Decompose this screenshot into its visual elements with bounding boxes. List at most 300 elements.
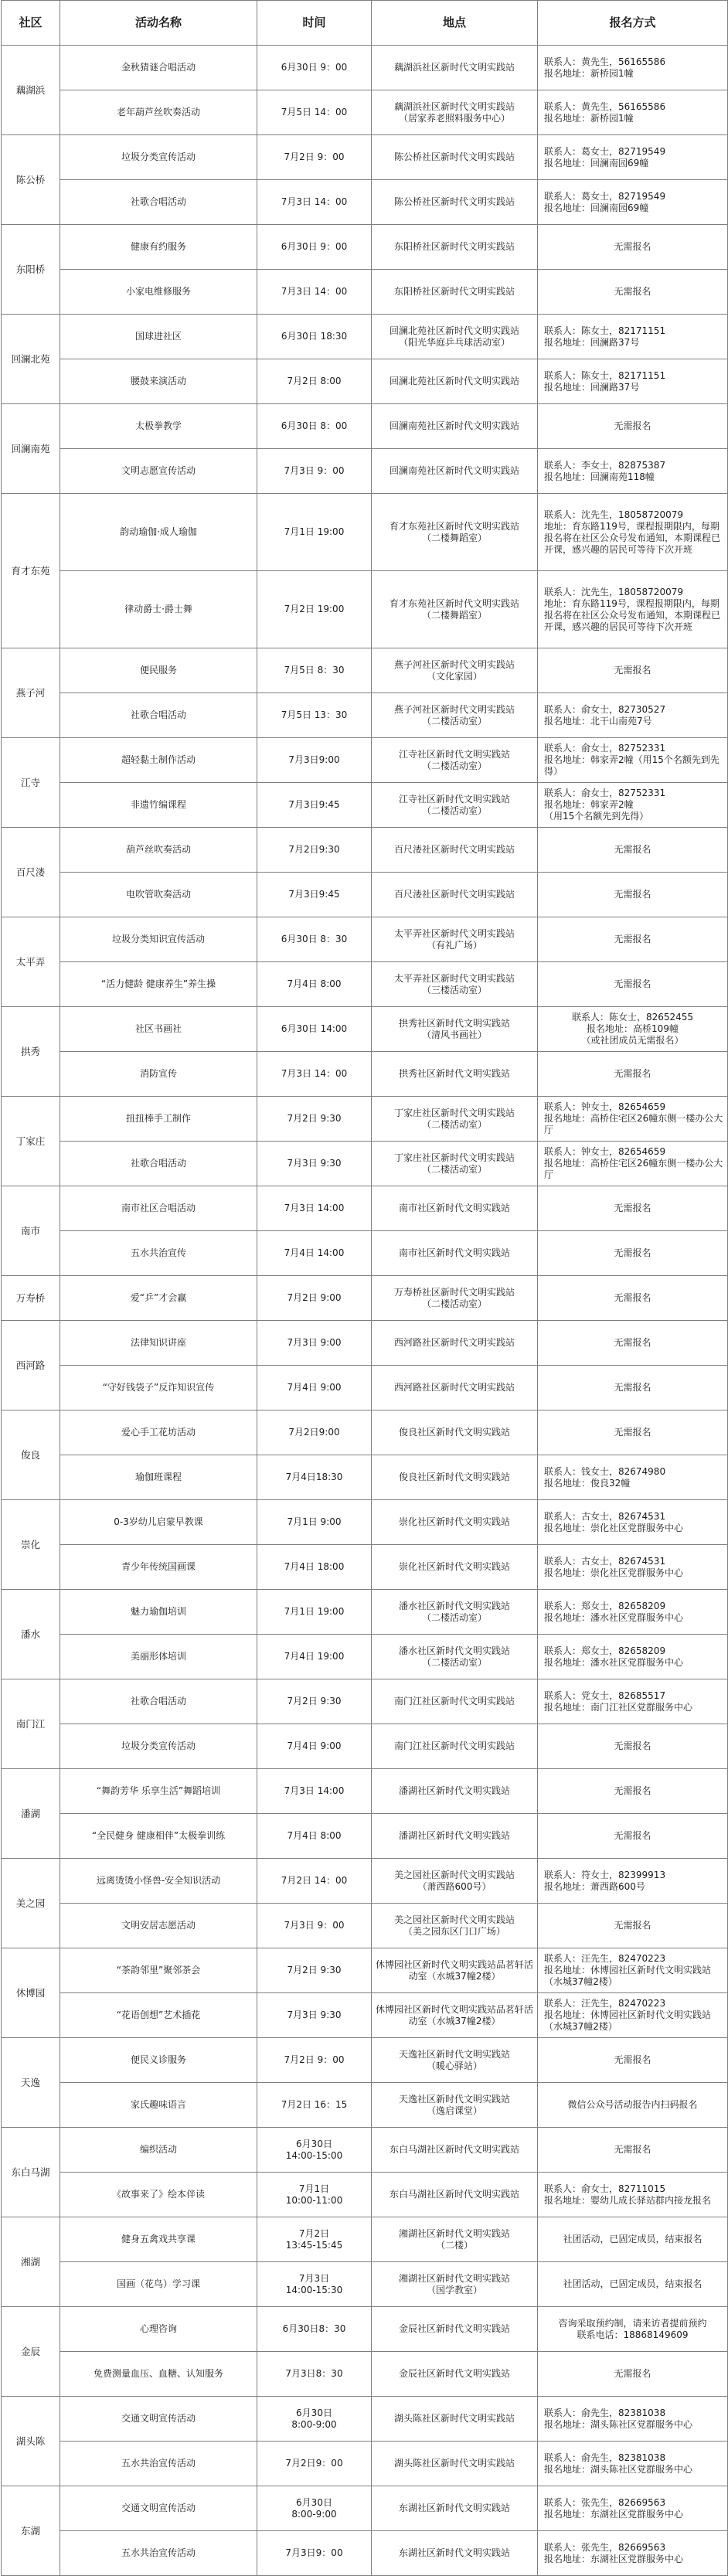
community-name-cell: 西河路	[2, 1321, 60, 1411]
activity-place-cell: 江寺社区新时代文明实践站 （二楼活动室）	[372, 738, 538, 783]
table-row	[2, 2083, 728, 2128]
activity-place-cell: 回澜南苑社区新时代文明实践站	[372, 404, 538, 449]
signup-method-cell: 联系人：沈先生，18058720079 地址：育东路119号，课程报期限内，每期报名将在社区公众号发布通知，本期课程已开课，感兴趣的居民可等待下次开班	[538, 571, 728, 648]
signup-method-cell: 咨询采取预约制，请来访者提前预约 联系电话：18868149609	[538, 2307, 728, 2352]
community-name-cell: 金辰	[2, 2307, 60, 2397]
community-name-cell: 东白马湖	[2, 2128, 60, 2217]
activity-place-cell: 湖头陈社区新时代文明实践站	[372, 2397, 538, 2442]
signup-method-cell: 联系人：郑女士，82658209 报名地址：潘水社区党群服务中心	[538, 1635, 728, 1679]
activity-time-cell: 7月2日 9：00	[257, 2038, 372, 2083]
activity-place-cell: 天逸社区新时代文明实践站 （暖心驿站）	[372, 2038, 538, 2083]
signup-method-cell: 微信公众号活动报告内扫码报名	[538, 2083, 728, 2128]
activity-time-cell: 7月3日9:45	[257, 873, 372, 917]
table-header-row	[2, 1, 728, 46]
signup-method-cell: 联系人：黄先生，56165586 报名地址：新桥园1幢	[538, 90, 728, 135]
table-row	[2, 1814, 728, 1859]
activity-time-cell: 7月3日 9:30	[257, 1993, 372, 2038]
activity-name-cell: 便民义诊服务	[60, 2038, 257, 2083]
table-row	[2, 571, 728, 648]
activity-place-cell: 西河路社区新时代文明实践站	[372, 1366, 538, 1411]
table-row	[2, 2128, 728, 2173]
activity-place-cell: 东湖社区新时代文明实践站	[372, 2531, 538, 2576]
activity-time-cell: 7月3日 14：00	[257, 1052, 372, 1097]
table-row	[2, 1276, 728, 1321]
activity-place-cell: 南市社区新时代文明实践站	[372, 1186, 538, 1231]
table-row	[2, 1724, 728, 1769]
table-row	[2, 1411, 728, 1455]
activity-name-cell: 太极拳教学	[60, 404, 257, 449]
table-row	[2, 2486, 728, 2531]
table-row	[2, 1366, 728, 1411]
community-name-cell: 百尺溇	[2, 828, 60, 917]
activity-name-cell: 免费测量血压、血糖、认知服务	[60, 2352, 257, 2397]
activity-place-cell: 湖头陈社区新时代文明实践站	[372, 2442, 538, 2486]
activity-name-cell: 社歌合唱活动	[60, 180, 257, 225]
table-row	[2, 449, 728, 494]
activity-time-cell: 7月4日 9:00	[257, 1366, 372, 1411]
activity-place-cell: 拱秀社区新时代文明实践站 （清风书画社）	[372, 1007, 538, 1052]
table-row	[2, 2531, 728, 2576]
activity-name-cell: 消防宣传	[60, 1052, 257, 1097]
signup-method-cell: 无需报名	[538, 2038, 728, 2083]
activity-place-cell: 湘湖社区新时代文明实践站 （国学教室）	[372, 2262, 538, 2307]
table-row	[2, 1859, 728, 1904]
activity-name-cell: “花语创想”艺术插花	[60, 1993, 257, 2038]
activity-name-cell: 交通文明宣传活动	[60, 2397, 257, 2442]
activity-name-cell: 老年葫芦丝吹奏活动	[60, 90, 257, 135]
signup-method-cell: 联系人：汪先生，82470223 报名地址：休博园社区新时代文明实践站（水城37幢2楼）	[538, 1993, 728, 2038]
table-row	[2, 828, 728, 873]
table-row	[2, 315, 728, 359]
activity-place-cell: 东阳桥社区新时代文明实践站	[372, 225, 538, 270]
activity-name-cell: 交通文明宣传活动	[60, 2486, 257, 2531]
activity-place-cell: 潘湖社区新时代文明实践站	[372, 1814, 538, 1859]
signup-method-cell: 联系人：俞女士，82730527 报名地址：北干山南苑7号	[538, 693, 728, 738]
signup-method-cell: 无需报名	[538, 1052, 728, 1097]
activity-name-cell: 葫芦丝吹奏活动	[60, 828, 257, 873]
activity-time-cell: 6月30日 9：00	[257, 225, 372, 270]
signup-method-cell: 无需报名	[538, 1366, 728, 1411]
activity-name-cell: 健康有约服务	[60, 225, 257, 270]
activity-time-cell: 7月2日 9:00	[257, 1276, 372, 1321]
activity-name-cell: 文明安居志愿活动	[60, 1904, 257, 1948]
schedule-page	[1, 0, 727, 2576]
activity-time-cell: 7月2日 14：00	[257, 1859, 372, 1904]
table-row	[2, 2038, 728, 2083]
activity-time-cell: 7月2日 13:45-15:45	[257, 2217, 372, 2262]
signup-method-cell: 联系人：钟女士，82654659 报名地址：高桥住宅区26幢东侧一楼办公大厅	[538, 1142, 728, 1186]
activity-name-cell: 律动爵士·爵士舞	[60, 571, 257, 648]
header-activity: 活动名称	[60, 1, 257, 46]
signup-method-cell: 无需报名	[538, 917, 728, 962]
activity-place-cell: 藕湖浜社区新时代文明实践站	[372, 46, 538, 90]
activity-name-cell: 社歌合唱活动	[60, 1679, 257, 1724]
signup-method-cell: 联系人：张先生，82669563 报名地址：东湖社区党群服务中心	[538, 2531, 728, 2576]
activity-place-cell: 东湖社区新时代文明实践站	[372, 2486, 538, 2531]
community-name-cell: 回澜北苑	[2, 315, 60, 404]
activity-place-cell: 天逸社区新时代文明实践站 （逸启课堂）	[372, 2083, 538, 2128]
table-row	[2, 90, 728, 135]
activity-place-cell: 西河路社区新时代文明实践站	[372, 1321, 538, 1366]
activity-place-cell: 休博园社区新时代文明实践站品茗轩活动室（水城37幢2楼）	[372, 1993, 538, 2038]
table-row	[2, 1500, 728, 1545]
activity-place-cell: 江寺社区新时代文明实践站 （二楼活动室）	[372, 783, 538, 828]
activity-name-cell: 瑜伽班课程	[60, 1455, 257, 1500]
activity-name-cell: 五水共治宣传活动	[60, 2531, 257, 2576]
activity-time-cell: 7月2日9:30	[257, 828, 372, 873]
activity-time-cell: 7月3日 14:00-15:30	[257, 2262, 372, 2307]
activity-time-cell: 6月30日 9：00	[257, 46, 372, 90]
table-row	[2, 1186, 728, 1231]
signup-method-cell: 社团活动，已固定成员，结束报名	[538, 2217, 728, 2262]
community-name-cell: 崇化	[2, 1500, 60, 1590]
activity-name-cell: 魅力瑜伽培训	[60, 1590, 257, 1635]
activity-time-cell: 7月4日 14:00	[257, 1231, 372, 1276]
activity-time-cell: 7月1日 19:00	[257, 1590, 372, 1635]
activity-name-cell: 编织活动	[60, 2128, 257, 2173]
activity-place-cell: 湘湖社区新时代文明实践站 （二楼）	[372, 2217, 538, 2262]
community-name-cell: 潘水	[2, 1590, 60, 1679]
activity-place-cell: 潘湖社区新时代文明实践站	[372, 1769, 538, 1814]
activity-time-cell: 7月3日9：00	[257, 2531, 372, 2576]
signup-method-cell: 无需报名	[538, 2128, 728, 2173]
activity-place-cell: 藕湖浜社区新时代文明实践站 （居家养老照料服务中心）	[372, 90, 538, 135]
activity-time-cell: 7月2日 9：00	[257, 135, 372, 180]
activity-time-cell: 7月2日9:00	[257, 1411, 372, 1455]
community-name-cell: 湖头陈	[2, 2397, 60, 2486]
table-row	[2, 2352, 728, 2397]
signup-method-cell: 联系人：李女士，82875387 报名地址：回澜南苑118幢	[538, 449, 728, 494]
table-row	[2, 1948, 728, 1993]
table-row	[2, 2173, 728, 2217]
signup-method-cell: 联系人：钱女士，82674980 报名地址：俊良32幢	[538, 1455, 728, 1500]
activity-place-cell: 南门江社区新时代文明实践站	[372, 1679, 538, 1724]
table-row	[2, 1231, 728, 1276]
activity-name-cell: 《故事来了》绘本伴读	[60, 2173, 257, 2217]
signup-method-cell: 联系人：陈女士，82171151 报名地址：回澜路37号	[538, 359, 728, 404]
activity-place-cell: 陈公桥社区新时代文明实践站	[372, 180, 538, 225]
activity-name-cell: 韵动瑜伽·成人瑜伽	[60, 494, 257, 571]
table-row	[2, 494, 728, 571]
activity-time-cell: 7月3日 14：00	[257, 180, 372, 225]
community-name-cell: 回澜南苑	[2, 404, 60, 494]
activity-name-cell: 非遗竹编课程	[60, 783, 257, 828]
activity-place-cell: 丁家庄社区新时代文明实践站 （二楼活动室）	[372, 1142, 538, 1186]
activity-time-cell: 7月1日 9:00	[257, 1500, 372, 1545]
activity-time-cell: 7月3日 9：00	[257, 449, 372, 494]
activity-name-cell: 社歌合唱活动	[60, 1142, 257, 1186]
activity-time-cell: 7月5日 14：00	[257, 90, 372, 135]
signup-method-cell: 联系人：俞女士，82711015 报名地址：婴幼儿成长驿站群内接龙报名	[538, 2173, 728, 2217]
header-community: 社区	[2, 1, 60, 46]
table-row	[2, 2217, 728, 2262]
community-name-cell: 南市	[2, 1186, 60, 1276]
community-name-cell: 江寺	[2, 738, 60, 828]
activity-place-cell: 拱秀社区新时代文明实践站	[372, 1052, 538, 1097]
signup-method-cell: 无需报名	[538, 1321, 728, 1366]
table-row	[2, 648, 728, 693]
activity-place-cell: 南市社区新时代文明实践站	[372, 1231, 538, 1276]
activity-time-cell: 7月1日 19:00	[257, 494, 372, 571]
signup-method-cell: 无需报名	[538, 962, 728, 1007]
table-row	[2, 693, 728, 738]
signup-method-cell: 联系人：葛女士，82719549 报名地址：回澜南园69幢	[538, 135, 728, 180]
activity-place-cell: 太平弄社区新时代文明实践站 （三楼活动室）	[372, 962, 538, 1007]
community-name-cell: 休博园	[2, 1948, 60, 2038]
table-row	[2, 783, 728, 828]
table-row	[2, 1904, 728, 1948]
activity-name-cell: “活力健龄 健康养生”养生操	[60, 962, 257, 1007]
activity-place-cell: 东阳桥社区新时代文明实践站	[372, 270, 538, 315]
table-row	[2, 46, 728, 90]
activity-name-cell: 0-3岁幼儿启蒙早教课	[60, 1500, 257, 1545]
signup-method-cell: 联系人：张先生，82669563 报名地址：东湖社区党群服务中心	[538, 2486, 728, 2531]
activity-place-cell: 丁家庄社区新时代文明实践站 （二楼活动室）	[372, 1097, 538, 1142]
community-name-cell: 丁家庄	[2, 1097, 60, 1186]
activity-name-cell: 国画（花鸟）学习课	[60, 2262, 257, 2307]
header-signup: 报名方式	[538, 1, 728, 46]
community-name-cell: 太平弄	[2, 917, 60, 1007]
activity-place-cell: 太平弄社区新时代文明实践站 （有礼广场）	[372, 917, 538, 962]
table-row	[2, 962, 728, 1007]
table-row	[2, 1142, 728, 1186]
activity-time-cell: 6月30日 8:00-9:00	[257, 2397, 372, 2442]
activity-time-cell: 7月4日 19:00	[257, 1635, 372, 1679]
activity-place-cell: 休博园社区新时代文明实践站品茗轩活动室（水城37幢2楼）	[372, 1948, 538, 1993]
table-row	[2, 1993, 728, 2038]
signup-method-cell: 社团活动，已固定成员，结束报名	[538, 2262, 728, 2307]
activity-time-cell: 7月2日 19:00	[257, 571, 372, 648]
table-row	[2, 1455, 728, 1500]
table-row	[2, 738, 728, 783]
community-name-cell: 美之园	[2, 1859, 60, 1948]
activity-time-cell: 7月3日 14:00	[257, 1186, 372, 1231]
activity-time-cell: 7月2日 9:30	[257, 1679, 372, 1724]
activity-time-cell: 7月4日 8:00	[257, 962, 372, 1007]
activity-time-cell: 7月2日 16：15	[257, 2083, 372, 2128]
activity-name-cell: 垃圾分类宣传活动	[60, 1724, 257, 1769]
signup-method-cell: 联系人：陈女士，82171151 报名地址：回澜路37号	[538, 315, 728, 359]
table-row	[2, 1545, 728, 1590]
activity-place-cell: 潘水社区新时代文明实践站 （二楼活动室）	[372, 1635, 538, 1679]
activity-time-cell: 7月3日 14:00	[257, 1769, 372, 1814]
signup-method-cell: 联系人：钟女士，82654659 报名地址：高桥住宅区26幢东侧一楼办公大厅	[538, 1097, 728, 1142]
activity-place-cell: 东白马湖社区新时代文明实践站	[372, 2128, 538, 2173]
activity-place-cell: 回澜北苑社区新时代文明实践站	[372, 359, 538, 404]
activity-place-cell: 俊良社区新时代文明实践站	[372, 1455, 538, 1500]
signup-method-cell: 无需报名	[538, 828, 728, 873]
signup-method-cell: 无需报名	[538, 1276, 728, 1321]
header-time: 时间	[257, 1, 372, 46]
signup-method-cell: 联系人：古女士，82674531 报名地址：崇化社区党群服务中心	[538, 1500, 728, 1545]
signup-method-cell: 联系人：古女士，82674531 报名地址：崇化社区党群服务中心	[538, 1545, 728, 1590]
activity-time-cell: 7月3日8：30	[257, 2352, 372, 2397]
table-row	[2, 1007, 728, 1052]
activity-time-cell: 7月1日 10:00-11:00	[257, 2173, 372, 2217]
activity-place-cell: 育才东苑社区新时代文明实践站 （二楼舞蹈室）	[372, 494, 538, 571]
activity-name-cell: “全民健身 健康相伴”太极拳训练	[60, 1814, 257, 1859]
activity-time-cell: 7月2日 8:00	[257, 359, 372, 404]
table-row	[2, 180, 728, 225]
table-row	[2, 1590, 728, 1635]
activity-time-cell: 7月2日 9:30	[257, 1948, 372, 1993]
activity-place-cell: 崇化社区新时代文明实践站	[372, 1545, 538, 1590]
table-row	[2, 359, 728, 404]
activity-name-cell: 家氏趣味语言	[60, 2083, 257, 2128]
activity-place-cell: 金辰社区新时代文明实践站	[372, 2307, 538, 2352]
activity-name-cell: 五水共治宣传活动	[60, 2442, 257, 2486]
activity-time-cell: 7月3日9:45	[257, 783, 372, 828]
activity-name-cell: 文明志愿宣传活动	[60, 449, 257, 494]
community-name-cell: 东湖	[2, 2486, 60, 2576]
activity-time-cell: 7月3日 14：00	[257, 270, 372, 315]
signup-method-cell: 无需报名	[538, 225, 728, 270]
activity-place-cell: 美之园社区新时代文明实践站 （美之园东区门口广场）	[372, 1904, 538, 1948]
header-place: 地点	[372, 1, 538, 46]
table-row	[2, 1321, 728, 1366]
activity-name-cell: 小家电维修服务	[60, 270, 257, 315]
activity-time-cell: 6月30日 8：00	[257, 404, 372, 449]
activity-name-cell: 超轻黏土制作活动	[60, 738, 257, 783]
activity-time-cell: 6月30日 14:00	[257, 1007, 372, 1052]
activity-name-cell: 南市社区合唱活动	[60, 1186, 257, 1231]
activity-name-cell: 电吹管吹奏活动	[60, 873, 257, 917]
activity-name-cell: “守好钱袋子”反诈知识宣传	[60, 1366, 257, 1411]
activity-name-cell: 远离烫烫小怪兽-安全知识活动	[60, 1859, 257, 1904]
table-row	[2, 1635, 728, 1679]
activity-time-cell: 6月30日8：30	[257, 2307, 372, 2352]
activity-time-cell: 7月2日 9:30	[257, 1097, 372, 1142]
activity-time-cell: 7月3日 9：00	[257, 1904, 372, 1948]
community-name-cell: 拱秀	[2, 1007, 60, 1097]
activity-time-cell: 7月4日 9:00	[257, 1724, 372, 1769]
activity-name-cell: “舞韵芳华 乐享生活”舞蹈培训	[60, 1769, 257, 1814]
signup-method-cell: 无需报名	[538, 2352, 728, 2397]
activity-name-cell: “茶韵邻里”聚邻茶会	[60, 1948, 257, 1993]
activity-time-cell: 6月30日 14:00-15:00	[257, 2128, 372, 2173]
signup-method-cell: 联系人：沈先生，18058720079 地址：育东路119号，课程报期限内，每期报名将在社区公众号发布通知，本期课程已开课，感兴趣的居民可等待下次开班	[538, 494, 728, 571]
activity-place-cell: 百尺溇社区新时代文明实践站	[372, 873, 538, 917]
signup-method-cell: 联系人：汪先生，82470223 报名地址：休博园社区新时代文明实践站（水城37幢2楼）	[538, 1948, 728, 1993]
table-row	[2, 2397, 728, 2442]
activity-time-cell: 7月5日 13：30	[257, 693, 372, 738]
table-row	[2, 1769, 728, 1814]
signup-method-cell: 联系人：郑女士，82658209 报名地址：潘水社区党群服务中心	[538, 1590, 728, 1635]
community-name-cell: 南门江	[2, 1679, 60, 1769]
community-name-cell: 潘湖	[2, 1769, 60, 1859]
activity-time-cell: 7月5日 8：30	[257, 648, 372, 693]
table-row	[2, 2307, 728, 2352]
activity-place-cell: 金辰社区新时代文明实践站	[372, 2352, 538, 2397]
activity-name-cell: 爱“乒”才会赢	[60, 1276, 257, 1321]
signup-method-cell: 无需报名	[538, 1411, 728, 1455]
activity-place-cell: 育才东苑社区新时代文明实践站 （二楼舞蹈室）	[372, 571, 538, 648]
signup-method-cell: 联系人：俞女士，82752331 报名地址：韩家弄2幢 （用15个名额先到先得）	[538, 783, 728, 828]
activity-name-cell: 垃圾分类知识宣传活动	[60, 917, 257, 962]
community-name-cell: 陈公桥	[2, 135, 60, 225]
activity-time-cell: 7月4日18:30	[257, 1455, 372, 1500]
activity-place-cell: 俊良社区新时代文明实践站	[372, 1411, 538, 1455]
community-name-cell: 俊良	[2, 1411, 60, 1500]
community-name-cell: 藕湖浜	[2, 46, 60, 135]
signup-method-cell: 无需报名	[538, 873, 728, 917]
activity-name-cell: 便民服务	[60, 648, 257, 693]
activity-place-cell: 百尺溇社区新时代文明实践站	[372, 828, 538, 873]
activity-time-cell: 6月30日 8:00-9:00	[257, 2486, 372, 2531]
activity-time-cell: 6月30日 8：30	[257, 917, 372, 962]
activity-name-cell: 垃圾分类宣传活动	[60, 135, 257, 180]
community-name-cell: 育才东苑	[2, 494, 60, 648]
activity-place-cell: 美之园社区新时代文明实践站 （萧西路600号）	[372, 1859, 538, 1904]
table-row	[2, 1679, 728, 1724]
table-row	[2, 404, 728, 449]
activity-place-cell: 回澜北苑社区新时代文明实践站 （阳光华庭乒乓球活动室）	[372, 315, 538, 359]
activity-time-cell: 7月4日 18:00	[257, 1545, 372, 1590]
activity-place-cell: 东白马湖社区新时代文明实践站	[372, 2173, 538, 2217]
activity-time-cell: 7月2日9：00	[257, 2442, 372, 2486]
activity-schedule-table	[1, 0, 728, 2576]
signup-method-cell: 无需报名	[538, 1814, 728, 1859]
signup-method-cell: 联系人：党女士，82685517 报名地址：南门江社区党群服务中心	[538, 1679, 728, 1724]
signup-method-cell: 无需报名	[538, 404, 728, 449]
signup-method-cell: 无需报名	[538, 648, 728, 693]
signup-method-cell: 联系人：俞先生，82381038 报名地址：湖头陈社区党群服务中心	[538, 2397, 728, 2442]
activity-time-cell: 7月3日 9:30	[257, 1142, 372, 1186]
activity-place-cell: 崇化社区新时代文明实践站	[372, 1500, 538, 1545]
community-name-cell: 燕子河	[2, 648, 60, 738]
community-name-cell: 湘湖	[2, 2217, 60, 2307]
activity-name-cell: 国球进社区	[60, 315, 257, 359]
table-row	[2, 917, 728, 962]
activity-name-cell: 心理咨询	[60, 2307, 257, 2352]
signup-method-cell: 无需报名	[538, 1769, 728, 1814]
table-row	[2, 873, 728, 917]
community-name-cell: 东阳桥	[2, 225, 60, 315]
table-row	[2, 2262, 728, 2307]
activity-place-cell: 万寿桥社区新时代文明实践站 （二楼活动室）	[372, 1276, 538, 1321]
activity-name-cell: 社歌合唱活动	[60, 693, 257, 738]
signup-method-cell: 联系人：符女士，82399913 报名地址：萧西路600号	[538, 1859, 728, 1904]
activity-time-cell: 6月30日 18:30	[257, 315, 372, 359]
signup-method-cell: 无需报名	[538, 1231, 728, 1276]
signup-method-cell: 联系人：葛女士，82719549 报名地址：回澜南园69幢	[538, 180, 728, 225]
activity-place-cell: 回澜南苑社区新时代文明实践站	[372, 449, 538, 494]
activity-name-cell: 社区书画社	[60, 1007, 257, 1052]
activity-time-cell: 7月3日 9:00	[257, 1321, 372, 1366]
signup-method-cell: 联系人：陈女士，82652455 报名地址：高桥109幢 （或社团成员无需报名）	[538, 1007, 728, 1052]
activity-place-cell: 燕子河社区新时代文明实践站 （二楼活动室）	[372, 693, 538, 738]
activity-time-cell: 7月3日9:00	[257, 738, 372, 783]
activity-place-cell: 陈公桥社区新时代文明实践站	[372, 135, 538, 180]
activity-name-cell: 五水共治宣传	[60, 1231, 257, 1276]
table-row	[2, 225, 728, 270]
signup-method-cell: 联系人：黄先生，56165586 报名地址：新桥园1幢	[538, 46, 728, 90]
signup-method-cell: 联系人：俞先生，82381038 报名地址：湖头陈社区党群服务中心	[538, 2442, 728, 2486]
activity-name-cell: 扭扭棒手工制作	[60, 1097, 257, 1142]
community-name-cell: 万寿桥	[2, 1276, 60, 1321]
table-row	[2, 270, 728, 315]
activity-name-cell: 金秋猜谜合唱活动	[60, 46, 257, 90]
activity-place-cell: 潘水社区新时代文明实践站 （二楼活动室）	[372, 1590, 538, 1635]
activity-name-cell: 爱心手工花坊活动	[60, 1411, 257, 1455]
signup-method-cell: 联系人：俞女士，82752331 报名地址：韩家弄2幢（用15个名额先到先得）	[538, 738, 728, 783]
activity-name-cell: 法律知识讲座	[60, 1321, 257, 1366]
activity-time-cell: 7月4日 8:00	[257, 1814, 372, 1859]
activity-place-cell: 燕子河社区新时代文明实践站 （文化家园）	[372, 648, 538, 693]
table-row	[2, 1097, 728, 1142]
table-body	[2, 46, 728, 2576]
activity-name-cell: 腰鼓来演活动	[60, 359, 257, 404]
